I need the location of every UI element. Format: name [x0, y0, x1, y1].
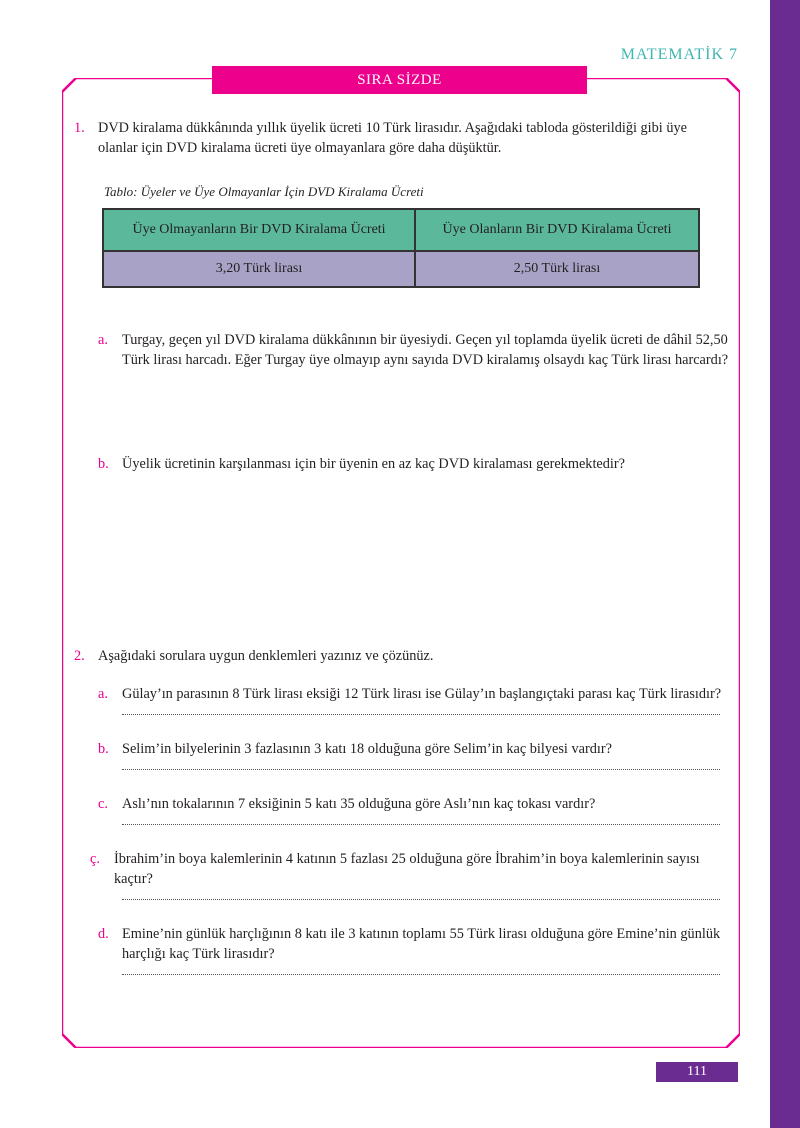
subject-header: MATEMATİK 7 — [620, 46, 738, 63]
sub-question-text: Emine’nin günlük harçlığının 8 katı ile 3 katının toplamı 55 Türk lirası olduğuna göre Emine’nin günlük harçlığı kaç Türk lirasıdır? — [122, 926, 721, 962]
question-1b — [98, 454, 730, 474]
question-number: 2. — [74, 648, 85, 664]
side-color-bar — [770, 0, 800, 1128]
sub-question-text: İbrahim’in boya kalemlerinin 4 katının 5 fazlası 25 olduğuna göre İbrahim’in boya kalemlerinin sayısı kaçtır? — [114, 851, 700, 887]
answer-line[interactable] — [122, 814, 720, 825]
sub-question-text: Üyelik ücretinin karşılanması için bir üyenin en az kaç DVD kiralaması gerekmektedir? — [122, 456, 625, 472]
table-header-member: Üye Olanların Bir DVD Kiralama Ücreti — [415, 209, 699, 251]
question-2d — [98, 924, 730, 964]
table-cell-non-member-fee: 3,20 Türk lirası — [103, 251, 415, 287]
page-number: 111 — [656, 1062, 738, 1082]
sub-question-letter: b. — [98, 456, 109, 472]
table-caption: Tablo: Üyeler ve Üye Olmayanlar İçin DVD Kiralama Ücreti — [104, 184, 424, 199]
sub-question-text: Selim’in bilyelerinin 3 fazlasının 3 katı 18 olduğuna göre Selim’in kaç bilyesi vardır? — [122, 741, 612, 757]
question-1a — [98, 330, 730, 370]
sub-question-letter: a. — [98, 332, 108, 348]
sub-question-text: Turgay, geçen yıl DVD kiralama dükkânının bir üyesiydi. Geçen yıl toplamda üyelik ücreti de dâhil 52,50 Türk lirası harcadı. Eğer Turgay üye olmayıp aynı sayıda DVD kiralamış olsaydı kaç Türk lirası harcardı? — [122, 332, 729, 368]
answer-line[interactable] — [122, 704, 720, 715]
question-2b — [98, 739, 730, 759]
question-text: Aşağıdaki sorulara uygun denklemleri yazınız ve çözünüz. — [98, 648, 434, 664]
sub-question-letter: ç. — [90, 851, 100, 867]
answer-line[interactable] — [122, 759, 720, 770]
table-cell-member-fee: 2,50 Türk lirası — [415, 251, 699, 287]
question-2c — [98, 794, 730, 814]
answer-line[interactable] — [122, 964, 720, 975]
activity-content — [74, 118, 730, 975]
question-2a — [98, 684, 730, 704]
question-2c-cedilla — [90, 849, 730, 889]
section-banner: SIRA SİZDE — [212, 66, 587, 94]
rental-fee-table — [102, 208, 700, 288]
table-header-non-member: Üye Olmayanların Bir DVD Kiralama Ücreti — [103, 209, 415, 251]
sub-question-text: Aslı’nın tokalarının 7 eksiğinin 5 katı 35 olduğuna göre Aslı’nın kaç tokası vardır? — [122, 796, 596, 812]
sub-question-letter: c. — [98, 796, 108, 812]
sub-question-text: Gülay’ın parasının 8 Türk lirası eksiği 12 Türk lirası ise Gülay’ın başlangıçtaki parası kaç Türk lirasıdır? — [122, 686, 722, 702]
sub-question-letter: b. — [98, 741, 109, 757]
sub-question-letter: d. — [98, 926, 109, 942]
question-2 — [74, 646, 730, 666]
sub-question-letter: a. — [98, 686, 108, 702]
question-1 — [74, 118, 730, 158]
question-text: DVD kiralama dükkânında yıllık üyelik ücreti 10 Türk lirasıdır. Aşağıdaki tabloda gösterildiği gibi üye olanlar için DVD kiralama ücreti üye olmayanlara göre daha düşüktür. — [98, 120, 687, 156]
question-number: 1. — [74, 120, 85, 136]
answer-line[interactable] — [122, 889, 720, 900]
